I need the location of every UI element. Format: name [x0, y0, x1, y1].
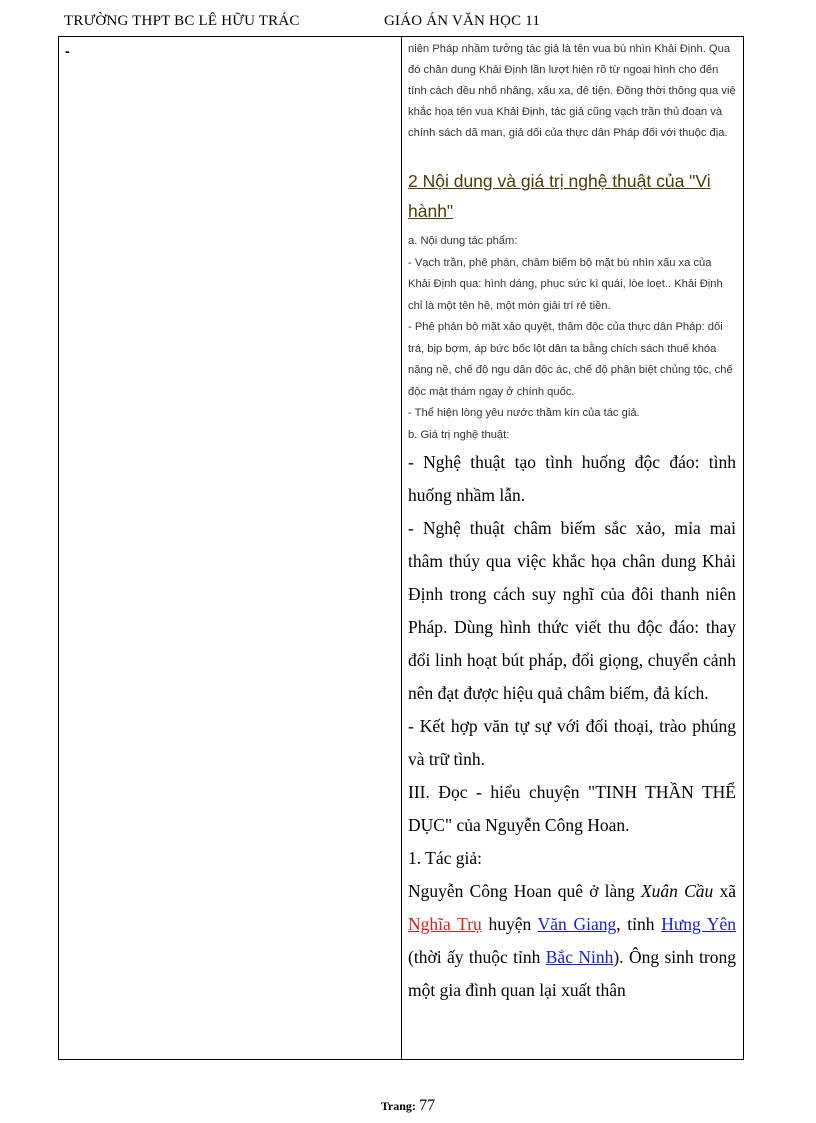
content-item: - Thể hiện lòng yêu nước thầm kín của tác giả. [408, 407, 640, 419]
section3-heading: III. Đọc - hiểu chuyện "TINH THẦN THỂ DỤC" của Nguyễn Công Hoan. [408, 782, 736, 835]
village-name: Xuân Cầu [640, 881, 714, 901]
page-footer [0, 1097, 816, 1115]
page-label: Trang: [380, 1099, 416, 1113]
right-column [408, 39, 736, 1007]
art-title: b. Giá trị nghệ thuật: [408, 428, 510, 441]
column-divider [401, 37, 402, 1059]
content-item: - Phê phán bộ mặt xảo quyệt, thâm độc của thực dân Pháp: dối trá, bịp bợm, áp bức bốc lột dân ta bằng chích sách thuế khóa nặng nề, chế độ ngu dân độc ác, chế độ phân biệt chủng tộc, chế độc mật thám ngay ở chính quốc. [408, 321, 733, 398]
section2-heading: 2 Nội dung và giá trị nghệ thuật của "Vi hành" [408, 171, 711, 221]
left-column-dash: - [65, 43, 70, 59]
subject-title: GIÁO ÁN VĂN HỌC 11 [384, 13, 541, 29]
author-title: 1. Tác giả: [408, 848, 483, 868]
art-item: - Nghệ thuật châm biếm sắc xảo, mỉa mai thâm thúy qua việc khắc họa chân dung Khải Định trong cách suy nghĩ của đôi thanh niên Pháp. Dùng hình thức viết thu độc đáo: thay đổi linh hoạt bút pháp, đổi giọng, chuyển cảnh nên đạt được hiệu quả châm biếm, đả kích. [408, 518, 736, 703]
page-header [64, 13, 764, 35]
intro-paragraph: niên Pháp nhầm tưởng tác giả là tên vua bù nhìn Khải Định. Qua đó chân dung Khải Định lần lượt hiện rõ từ ngoại hình cho đến tính cách đều nhố nhăng, xấu xa, đê tiện. Đồng thời thông qua việ khắc họa tên vua Khải Định, tác giả cũng vạch trần thủ đoạn và chính sách dã man, giả dối của thực dân Pháp đối với thuộc địa. [408, 43, 736, 139]
link-hung-yen[interactable]: Hưng Yên [661, 914, 736, 934]
link-bac-ninh[interactable]: Bắc Ninh [545, 947, 614, 967]
link-nghia-tru[interactable]: Nghĩa Trụ [408, 914, 482, 934]
content-title: a. Nội dung tác phẩm: [408, 235, 518, 247]
lesson-table [58, 36, 744, 1060]
page-number: 77 [419, 1097, 436, 1114]
art-item: - Kết hợp văn tự sự với đối thoại, trào phúng và trữ tình. [408, 716, 736, 769]
author-bio: Nguyễn Công Hoan quê ở làng Xuân Cầu xã Nghĩa Trụ huyện Văn Giang, tỉnh Hưng Yên (thời ấy thuộc tỉnh Bắc Ninh). Ông sinh trong một gia đình quan lại xuất thân [408, 881, 736, 1000]
school-name: TRƯỜNG THPT BC LÊ HỮU TRÁC [64, 13, 300, 29]
content-item: - Vạch trần, phê phán, châm biếm bộ mặt bù nhìn xấu xa của Khải Định qua: hình dáng, phục sức kì quái, lòe loẹt.. Khải Định chỉ là một tên hề, một món giải trí rẻ tiền. [408, 256, 723, 312]
link-van-giang[interactable]: Văn Giang [537, 914, 617, 934]
art-item: - Nghệ thuật tạo tình huống độc đáo: tình huống nhầm lẫn. [408, 452, 736, 505]
